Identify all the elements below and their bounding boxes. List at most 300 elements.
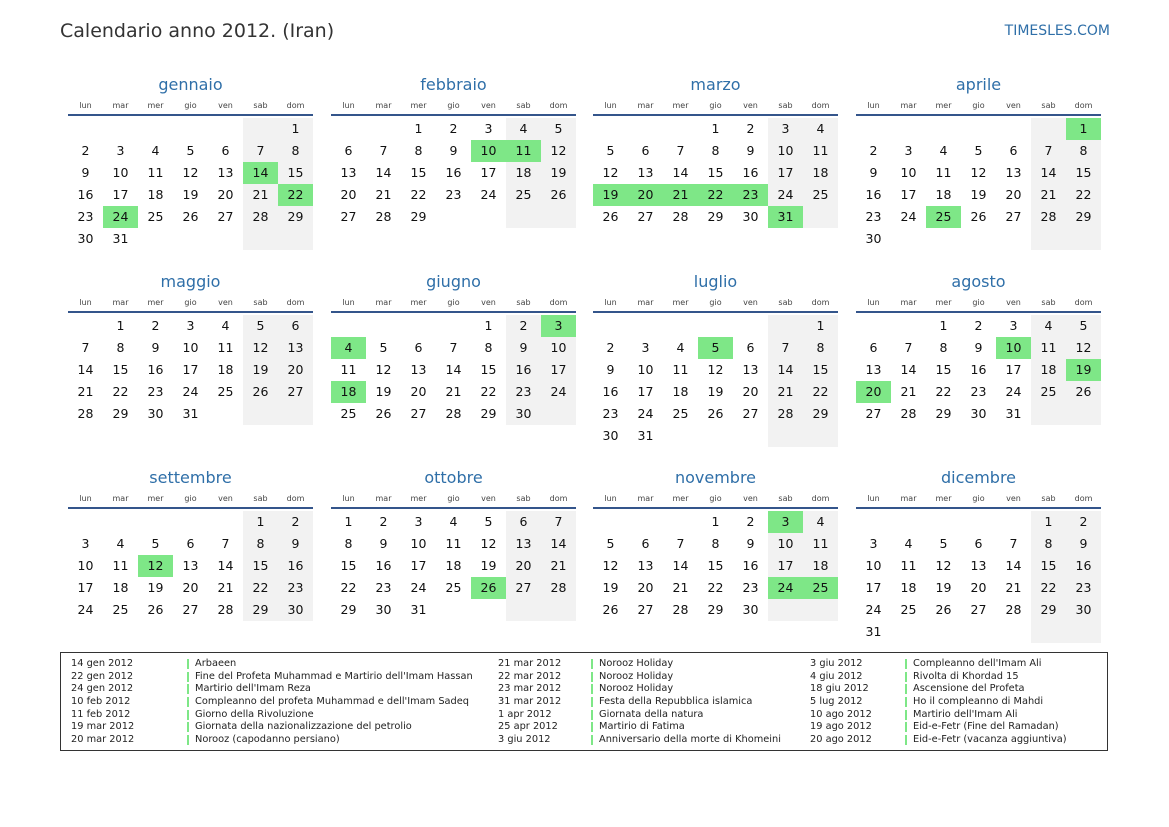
holiday-marker [591,735,593,745]
day-cell: 15 [480,362,497,377]
day-cell: 10 [900,165,917,180]
weekday-label: lun [604,297,617,307]
weekday-label: ven [218,493,233,503]
day-cell: 28 [77,406,94,421]
weekday-label: ven [743,297,758,307]
day-cell: 11 [147,165,164,180]
weekday-label: lun [79,493,92,503]
weekday-label: mer [935,493,952,503]
day-cell: 8 [414,143,423,158]
holiday-name: Ascensione del Profeta [913,683,1025,695]
day-cell: 3 [768,118,803,140]
holiday-name: Martirio dell'Imam Ali [913,708,1018,720]
month-luglio [593,271,838,443]
day-cell: 19 [602,580,619,595]
day-cell: 9 [1066,533,1101,555]
day-cell: 14 [672,165,689,180]
day-cell: 26 [375,406,392,421]
day-cell: 7 [449,340,458,355]
day-cell: 30 [865,231,882,246]
weekday-label: mar [637,100,654,110]
month-giugno [331,271,576,421]
month-name: novembre [674,468,757,487]
day-cell: 1 [484,318,493,333]
day-cell: 7 [676,143,685,158]
weekday-label: gio [447,100,460,110]
day-cell: 23 [445,187,462,202]
holiday-name: Norooz Holiday [599,683,674,695]
day-cell: 20 [410,384,427,399]
weekday-header [856,293,1101,313]
day-cell: 6 [641,143,650,158]
day-cell: 17 [182,362,199,377]
day-cell: 8 [939,340,948,355]
weekday-label: mer [935,297,952,307]
weekday-label: mar [375,100,392,110]
day-cell: 28 [900,406,917,421]
day-cell: 30 [742,209,759,224]
day-cell: 21 [1005,580,1022,595]
day-cell: 18 [1031,359,1066,381]
day-cell: 19 [375,384,392,399]
weekday-label: sab [516,100,531,110]
day-cell: 24 [77,602,94,617]
day-cell: 19 [243,359,278,381]
weekday-label: sab [778,493,793,503]
day-cell: 27 [970,602,987,617]
day-cell: 9 [746,536,755,551]
day-cell: 19 [480,558,497,573]
weekday-label: mar [900,493,917,503]
day-cell: 27 [742,406,759,421]
day-cell: 6 [344,143,353,158]
day-cell: 15 [243,555,278,577]
weekday-label: lun [342,100,355,110]
day-cell: 15 [1066,162,1101,184]
day-cell: 30 [742,602,759,617]
day-cell: 8 [344,536,353,551]
weekend-cell [541,599,576,621]
day-cell: 5 [186,143,195,158]
weekday-label: dom [286,493,305,503]
weekday-label: mer [147,297,164,307]
day-cell: 5 [939,536,948,551]
day-cell: 24 [768,184,803,206]
weekend-cell [278,403,313,425]
holiday-name: Eid-e-Fetr (vacanza aggiuntiva) [913,734,1067,746]
day-cell: 1 [116,318,125,333]
weekday-label: ven [481,493,496,503]
weekend-cell [1066,403,1101,425]
holiday-date: 10 feb 2012 [71,696,131,708]
month-aprile [856,74,1101,246]
day-cell: 2 [974,318,983,333]
day-cell: 11 [340,362,357,377]
day-cell: 16 [742,165,759,180]
day-cell: 29 [278,206,313,228]
weekday-label: ven [743,100,758,110]
day-cell: 1 [939,318,948,333]
holiday-day-cell: 31 [768,206,803,228]
day-cell: 4 [904,536,913,551]
day-cell: 18 [672,384,689,399]
day-cell: 27 [1005,209,1022,224]
day-cell: 14 [375,165,392,180]
day-cell: 31 [637,428,654,443]
holiday-day-cell: 3 [768,511,803,533]
weekend-cell [243,118,278,140]
day-cell: 1 [344,514,353,529]
day-cell: 8 [243,533,278,555]
day-cell: 25 [340,406,357,421]
day-cell: 29 [803,403,838,425]
day-cell: 18 [147,187,164,202]
weekday-header [331,293,576,313]
holiday-day-cell: 5 [698,337,733,359]
weekend-cell [243,403,278,425]
month-febbraio [331,74,576,224]
day-cell: 8 [1031,533,1066,555]
day-cell: 9 [379,536,388,551]
day-cell: 27 [637,602,654,617]
month-name: marzo [690,75,741,94]
day-cell: 17 [900,187,917,202]
day-cell: 4 [221,318,230,333]
holiday-marker [187,722,189,732]
holiday-day-cell: 24 [103,206,138,228]
weekday-label: gio [447,493,460,503]
holiday-day-cell: 19 [593,184,628,206]
day-cell: 30 [602,428,619,443]
holiday-date: 20 ago 2012 [810,734,872,746]
day-cell: 7 [81,340,90,355]
day-cell: 5 [606,536,615,551]
day-cell: 3 [81,536,90,551]
page-title: Calendario anno 2012. (Iran) [60,20,335,42]
holiday-name: Compleanno del profeta Muhammad e dell'Imam Sadeq [195,696,470,708]
day-cell: 6 [506,511,541,533]
weekend-cell [1031,621,1066,643]
day-cell: 8 [1066,140,1101,162]
day-cell: 10 [541,337,576,359]
day-cell: 28 [243,206,278,228]
day-cell: 16 [375,558,392,573]
holiday-day-cell: 26 [471,577,506,599]
day-cell: 23 [742,580,759,595]
holiday-name: Arbaeen [195,658,237,669]
holiday-name: Eid-e-Fetr (Fine del Ramadan) [913,721,1059,733]
day-cell: 15 [278,162,313,184]
day-cell: 9 [151,340,160,355]
day-cell: 22 [707,580,724,595]
day-cell: 25 [112,602,129,617]
weekend-cell [1031,228,1066,250]
weekday-label: gio [972,297,985,307]
day-cell: 12 [970,165,987,180]
day-cell: 23 [970,384,987,399]
day-cell: 27 [637,209,654,224]
day-cell: 29 [1066,206,1101,228]
day-cell: 23 [602,406,619,421]
holiday-day-cell: 25 [926,206,961,228]
day-cell: 11 [672,362,689,377]
weekday-label: sab [516,493,531,503]
weekday-label: gio [972,493,985,503]
day-cell: 21 [1031,184,1066,206]
holiday-name: Martirio di Fatima [599,721,685,733]
day-cell: 24 [637,406,654,421]
day-cell: 27 [506,577,541,599]
day-cell: 10 [768,533,803,555]
day-cell: 25 [900,602,917,617]
weekday-header [68,489,313,509]
weekday-label: lun [79,297,92,307]
day-cell: 20 [340,187,357,202]
holiday-name: Norooz (capodanno persiano) [195,734,340,746]
day-cell: 11 [803,533,838,555]
day-cell: 10 [768,140,803,162]
day-cell: 27 [340,209,357,224]
weekday-label: ven [1006,297,1021,307]
day-cell: 26 [602,209,619,224]
holiday-marker [591,672,593,682]
holiday-day-cell: 21 [663,184,698,206]
day-cell: 31 [865,624,882,639]
holiday-day-cell: 18 [331,381,366,403]
day-cell: 29 [410,209,427,224]
weekday-label: mer [672,297,689,307]
day-cell: 27 [865,406,882,421]
weekday-header [856,489,1101,509]
holiday-name: Giornata della natura [599,708,704,720]
day-cell: 28 [217,602,234,617]
day-cell: 3 [1009,318,1018,333]
weekend-cell [803,599,838,621]
weekday-header [331,489,576,509]
holiday-name: Martirio dell'Imam Reza [195,683,311,695]
holiday-date: 10 ago 2012 [810,708,872,720]
month-marzo [593,74,838,224]
day-cell: 13 [278,337,313,359]
weekday-header [856,96,1101,116]
holiday-day-cell: 25 [803,577,838,599]
day-cell: 19 [541,162,576,184]
weekday-label: mar [112,493,129,503]
day-cell: 29 [112,406,129,421]
day-cell: 5 [541,118,576,140]
day-cell: 27 [217,209,234,224]
day-cell: 30 [375,602,392,617]
day-cell: 25 [672,406,689,421]
weekday-label: mer [935,100,952,110]
day-cell: 28 [672,602,689,617]
day-cell: 24 [480,187,497,202]
day-cell: 31 [410,602,427,617]
day-cell: 13 [637,558,654,573]
holiday-marker [905,672,907,682]
day-cell: 20 [182,580,199,595]
day-cell: 26 [182,209,199,224]
day-cell: 28 [1031,206,1066,228]
weekday-header [68,96,313,116]
month-name: giugno [426,272,481,291]
day-cell: 9 [278,533,313,555]
day-cell: 11 [1031,337,1066,359]
day-cell: 7 [541,511,576,533]
day-cell: 16 [506,359,541,381]
day-cell: 27 [410,406,427,421]
holiday-day-cell: 11 [506,140,541,162]
month-settembre [68,467,313,617]
holiday-day-cell: 24 [768,577,803,599]
day-cell: 1 [1031,511,1066,533]
holiday-day-cell: 22 [278,184,313,206]
day-cell: 5 [379,340,388,355]
day-cell: 5 [974,143,983,158]
weekday-label: mer [147,493,164,503]
brand-link[interactable]: TIMESLES.COM [1004,23,1110,39]
holiday-name: Compleanno dell'Imam Ali [913,658,1042,669]
day-cell: 7 [243,140,278,162]
day-cell: 16 [865,187,882,202]
day-cell: 14 [1031,162,1066,184]
holiday-marker [187,659,189,669]
day-cell: 19 [970,187,987,202]
holiday-date: 19 ago 2012 [810,721,872,733]
weekend-cell [243,228,278,250]
day-cell: 3 [904,143,913,158]
day-cell: 24 [1005,384,1022,399]
day-cell: 17 [410,558,427,573]
weekday-label: mer [410,493,427,503]
month-name: dicembre [940,468,1017,487]
weekday-label: ven [218,100,233,110]
month-maggio [68,271,313,421]
weekday-label: ven [1006,100,1021,110]
weekday-label: ven [218,297,233,307]
day-cell: 21 [900,384,917,399]
day-cell: 4 [151,143,160,158]
day-cell: 9 [606,362,615,377]
holiday-marker [905,684,907,694]
day-cell: 16 [742,558,759,573]
day-cell: 31 [1005,406,1022,421]
day-cell: 7 [768,337,803,359]
day-cell: 12 [375,362,392,377]
day-cell: 11 [803,140,838,162]
holiday-marker [905,659,907,669]
holiday-date: 5 lug 2012 [810,696,863,708]
day-cell: 24 [541,381,576,403]
holiday-date: 25 apr 2012 [498,721,558,733]
weekday-label: gio [709,493,722,503]
day-cell: 25 [803,184,838,206]
weekday-label: mer [672,100,689,110]
day-cell: 15 [410,165,427,180]
weekday-label: dom [549,297,568,307]
day-cell: 6 [641,536,650,551]
weekday-label: dom [549,100,568,110]
day-cell: 1 [278,118,313,140]
holiday-date: 3 giu 2012 [498,734,551,746]
day-cell: 3 [414,514,423,529]
day-cell: 21 [77,384,94,399]
weekday-label: mar [637,297,654,307]
day-cell: 23 [278,577,313,599]
day-cell: 15 [935,362,952,377]
weekday-label: sab [253,493,268,503]
holiday-marker [591,710,593,720]
day-cell: 11 [112,558,129,573]
holiday-name: Giornata della nazionalizzazione del petrolio [195,721,412,733]
day-cell: 29 [707,602,724,617]
weekday-label: dom [1074,100,1093,110]
weekday-label: gio [184,297,197,307]
holiday-marker [905,697,907,707]
holiday-marker [591,659,593,669]
holiday-marker [905,735,907,745]
day-cell: 29 [935,406,952,421]
day-cell: 4 [506,118,541,140]
day-cell: 19 [707,384,724,399]
day-cell: 7 [904,340,913,355]
day-cell: 14 [445,362,462,377]
day-cell: 24 [182,384,199,399]
day-cell: 20 [217,187,234,202]
day-cell: 11 [935,165,952,180]
day-cell: 1 [711,514,720,529]
month-name: febbraio [420,75,487,94]
day-cell: 16 [445,165,462,180]
weekday-header [68,293,313,313]
weekday-label: mar [112,297,129,307]
month-name: aprile [955,75,1002,94]
day-cell: 26 [602,602,619,617]
day-cell: 23 [506,381,541,403]
day-cell: 26 [1066,381,1101,403]
day-cell: 12 [182,165,199,180]
weekday-header [593,293,838,313]
day-cell: 22 [112,384,129,399]
day-cell: 13 [865,362,882,377]
day-cell: 26 [707,406,724,421]
day-cell: 10 [865,558,882,573]
day-cell: 16 [147,362,164,377]
day-cell: 17 [1005,362,1022,377]
day-cell: 21 [375,187,392,202]
day-cell: 2 [606,340,615,355]
weekday-label: lun [604,100,617,110]
day-cell: 17 [541,359,576,381]
day-cell: 2 [746,514,755,529]
month-name: maggio [160,272,221,291]
day-cell: 2 [278,511,313,533]
day-cell: 1 [243,511,278,533]
day-cell: 20 [278,359,313,381]
weekday-label: mar [375,493,392,503]
day-cell: 18 [506,162,541,184]
weekday-label: lun [79,100,92,110]
holiday-name: Giorno della Rivoluzione [195,708,314,720]
day-cell: 6 [278,315,313,337]
day-cell: 3 [641,340,650,355]
day-cell: 25 [506,184,541,206]
day-cell: 29 [707,209,724,224]
day-cell: 3 [869,536,878,551]
day-cell: 22 [803,381,838,403]
month-gennaio [68,74,313,246]
day-cell: 14 [77,362,94,377]
